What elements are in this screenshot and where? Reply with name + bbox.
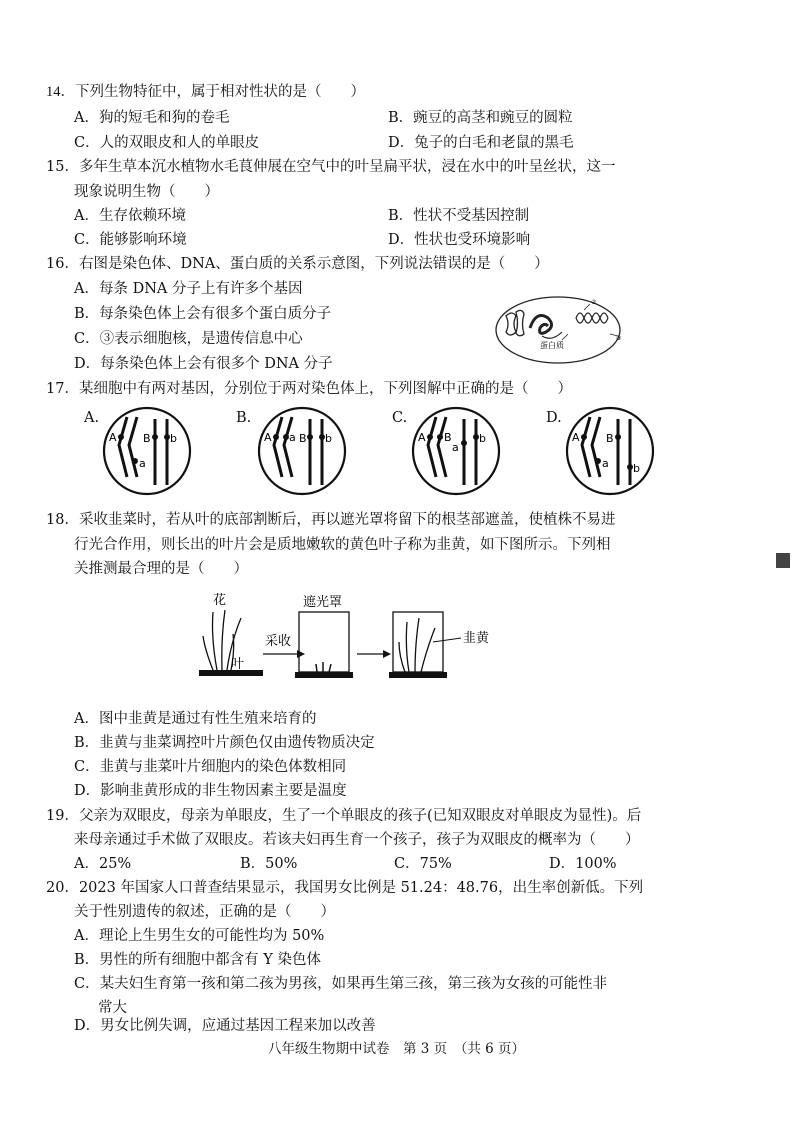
q16-option-a: A．每条 DNA 分子上有许多个基因 xyxy=(74,281,303,297)
q14-option-b: B．豌豆的高茎和豌豆的圆粒 xyxy=(388,110,573,126)
gene-label: b xyxy=(479,432,486,445)
q17-option-a-label: A. xyxy=(84,410,100,426)
q18-stem-line3: 关推测最合理的是（ ） xyxy=(74,561,248,577)
q19-option-b: B．50% xyxy=(240,856,298,872)
gene-label: A xyxy=(418,431,426,444)
flower-label: 花 xyxy=(213,593,227,608)
q17-option-c-label: C. xyxy=(392,410,408,426)
q15-option-c: C．能够影响环境 xyxy=(74,232,187,248)
gene-label: B xyxy=(444,431,452,444)
yellow-chive-label: 韭黄 xyxy=(463,631,490,646)
q18-option-b: B．韭黄与韭菜调控叶片颜色仅由遗传物质决定 xyxy=(74,735,375,751)
gene-label: b xyxy=(325,432,332,445)
q16-option-d: D．每条染色体上会有很多个 DNA 分子 xyxy=(74,356,333,372)
q15-option-b: B．性状不受基因控制 xyxy=(388,208,530,224)
gene-label: a xyxy=(452,441,459,454)
q20-option-c-line2: 常大 xyxy=(98,1000,127,1016)
q17-stem: 17．某细胞中有两对基因，分别位于两对染色体上，下列图解中正确的是（ ） xyxy=(46,381,572,397)
gene-label: b xyxy=(170,432,177,445)
gene-label: a xyxy=(602,457,609,470)
q20-stem-line2: 关于性别遗传的叙述，正确的是（ ） xyxy=(74,904,335,920)
q16-option-b: B．每条染色体上会有很多个蛋白质分子 xyxy=(74,306,332,322)
gene-label: B xyxy=(299,432,307,445)
q19-option-c: C．75% xyxy=(394,856,452,872)
q18-option-d: D．影响韭黄形成的非生物因素主要是温度 xyxy=(74,783,347,799)
q14-option-a: A．狗的短毛和狗的卷毛 xyxy=(74,110,230,126)
gene-label: A xyxy=(109,431,117,444)
gene-label: B xyxy=(606,432,614,445)
q15-option-d: D．性状也受环境影响 xyxy=(388,232,531,248)
gene-label: b xyxy=(633,462,640,475)
q20-option-d: D．男女比例失调，应通过基因工程来加以改善 xyxy=(74,1018,376,1034)
q16-option-c: C．③表示细胞核，是遗传信息中心 xyxy=(74,331,303,347)
q17-option-b-label: B. xyxy=(236,410,252,426)
q14-option-c: C．人的双眼皮和人的单眼皮 xyxy=(74,135,260,151)
harvest-label: 采收 xyxy=(265,634,292,649)
cover-label: 遮光罩 xyxy=(303,595,343,610)
q15-stem-line2: 现象说明生物（ ） xyxy=(74,184,219,200)
q15-option-a: A．生存依赖环境 xyxy=(74,208,186,224)
leaf-label: 叶 xyxy=(231,657,245,672)
side-marker xyxy=(776,553,790,568)
svg-text:②: ② xyxy=(591,299,597,306)
q18-stem-line2: 行光合作用，则长出的叶片会是质地嫩软的黄色叶子称为韭黄，如下图所示。下列相 xyxy=(74,537,611,553)
q17-option-d-label: D. xyxy=(546,410,562,426)
gene-label: a xyxy=(289,431,296,444)
q20-stem-line1: 20．2023 年国家人口普查结果显示，我国男女比例是 51.24：48.76，出生率创新低。下列 xyxy=(46,880,644,896)
q20-option-a: A．理论上生男生女的可能性均为 50% xyxy=(74,928,325,944)
gene-label: A xyxy=(572,431,580,444)
q16-fig-protein-label: 蛋白质 xyxy=(540,341,564,350)
q17-cell-b xyxy=(256,405,348,497)
q16-stem: 16．右图是染色体、DNA、蛋白质的关系示意图，下列说法错误的是（ ） xyxy=(46,256,549,272)
q18-stem-line1: 18．采收韭菜时，若从叶的底部割断后，再以遮光罩将留下的根茎部遮盖，使植株不易进 xyxy=(46,512,616,528)
gene-label: A xyxy=(264,431,272,444)
q20-option-b: B．男性的所有细胞中都含有 Y 染色体 xyxy=(74,952,321,968)
q18-chive-figure xyxy=(195,588,515,688)
q17-cell-d xyxy=(564,405,656,497)
q14-stem: 14．下列生物特征中，属于相对性状的是（ ） xyxy=(46,84,365,100)
gene-label: B xyxy=(143,432,151,445)
q19-stem-line2: 来母亲通过手术做了双眼皮。若该夫妇再生育一个孩子，孩子为双眼皮的概率为（ ） xyxy=(74,832,640,848)
q18-option-a: A．图中韭黄是通过有性生殖来培育的 xyxy=(74,711,317,727)
q20-option-c-line1: C．某夫妇生育第一孩和第二孩为男孩，如果再生第三孩，第三孩为女孩的可能性非 xyxy=(74,976,608,992)
q17-cell-c xyxy=(410,405,502,497)
q15-stem-line1: 15．多年生草本沉水植物水毛茛伸展在空气中的叶呈扁平状，浸在水中的叶呈丝状，这一 xyxy=(46,159,616,175)
gene-label: a xyxy=(139,457,146,470)
q19-option-a: A．25% xyxy=(74,856,132,872)
q14-option-d: D．兔子的白毛和老鼠的黑毛 xyxy=(388,135,574,151)
q19-option-d: D．100% xyxy=(549,856,617,872)
chromosome-dna-protein-figure xyxy=(492,290,628,370)
q18-option-c: C．韭黄与韭菜叶片细胞内的染色体数相同 xyxy=(74,759,347,775)
q17-cell-a xyxy=(101,405,193,497)
svg-text:③: ③ xyxy=(616,335,622,342)
page-footer: 八年级生物期中试卷 第 3 页 （共 6 页） xyxy=(267,1041,526,1057)
q19-stem-line1: 19．父亲为双眼皮，母亲为单眼皮，生了一个单眼皮的孩子(已知双眼皮对单眼皮为显性)。后 xyxy=(46,808,642,824)
